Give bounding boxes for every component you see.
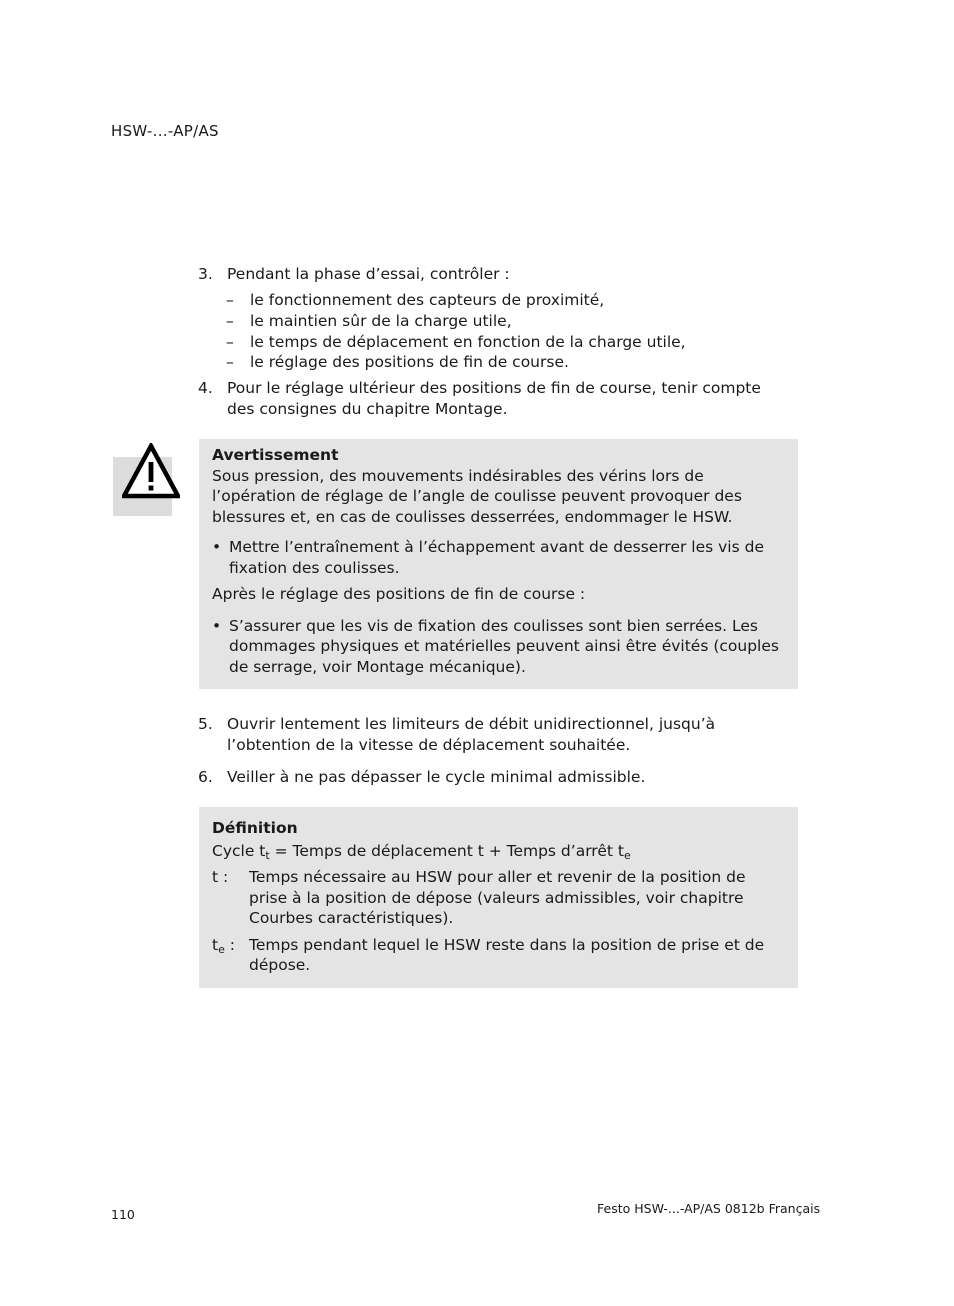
step-number: 5. [198, 715, 213, 733]
step-number: 6. [198, 768, 213, 786]
step-text: Veiller à ne pas dépasser le cycle minimal admissible. [227, 768, 646, 786]
step-text: Pendant la phase d’essai, contrôler : [227, 265, 510, 283]
definition-row-t: t : Temps nécessaire au HSW pour aller et revenir de la position de prise à la position de dépose (valeurs admissibles, voir chapitre Courbes caractéristiques). [212, 868, 746, 927]
step-number: 3. [198, 265, 213, 283]
warning-text: Sous pression, des mouvements indésirables des vérins lors de l’opération de réglage de l’angle de coulisse peuvent provoquer des blessures et, en cas de coulisses desserrées, endommager le HSW. [212, 466, 742, 526]
warning-title: Avertissement [212, 446, 339, 464]
warning-box [199, 439, 798, 689]
step-text: Pour le réglage ultérieur des positions de fin de course, tenir compte des consignes du chapitre Montage. [227, 379, 761, 418]
warning-bullet: • S’assurer que les vis de fixation des coulisses sont bien serrées. Les dommages physiques et matérielles peuvent ainsi être évités (couples de serrage, voir Montage mécanique). [212, 616, 779, 676]
page-number: 110 [111, 1207, 135, 1222]
list-item: – le temps de déplacement en fonction de la charge utile, [226, 332, 686, 351]
list-item: – le réglage des positions de fin de course. [226, 353, 569, 372]
step-4 [198, 378, 767, 419]
running-header: HSW-...-AP/AS [111, 122, 219, 140]
definition-box [199, 807, 798, 988]
list-item: – le fonctionnement des capteurs de proximité, [226, 291, 605, 309]
definition-title: Définition [212, 819, 298, 837]
step-text: Ouvrir lentement les limiteurs de débit unidirectionnel, jusqu’à l’obtention de la vitesse de déplacement souhaitée. [227, 715, 716, 754]
warning-triangle-icon [122, 443, 180, 499]
warning-after-text: Après le réglage des positions de fin de course : [212, 585, 586, 603]
step-5 [198, 714, 792, 755]
warning-icon-box [113, 457, 172, 516]
check-list [226, 290, 686, 373]
warning-bullet: • Mettre l’entraînement à l’échappement avant de desserrer les vis de fixation des coulisses. [212, 538, 764, 577]
step-number: 4. [198, 379, 213, 397]
step-6 [198, 767, 792, 788]
list-item: – le maintien sûr de la charge utile, [226, 311, 512, 330]
cycle-formula: Cycle $t_t$ = Temps de déplacement t + Temps d’arrêt $t_e$ [212, 841, 631, 862]
footer-reference: Festo HSW-...-AP/AS 0812b Français [597, 1201, 821, 1216]
step-3 [198, 264, 792, 285]
definition-row-te: $t_e$ : Temps pendant lequel le HSW reste dans la position de prise et de dépose. [212, 935, 765, 974]
